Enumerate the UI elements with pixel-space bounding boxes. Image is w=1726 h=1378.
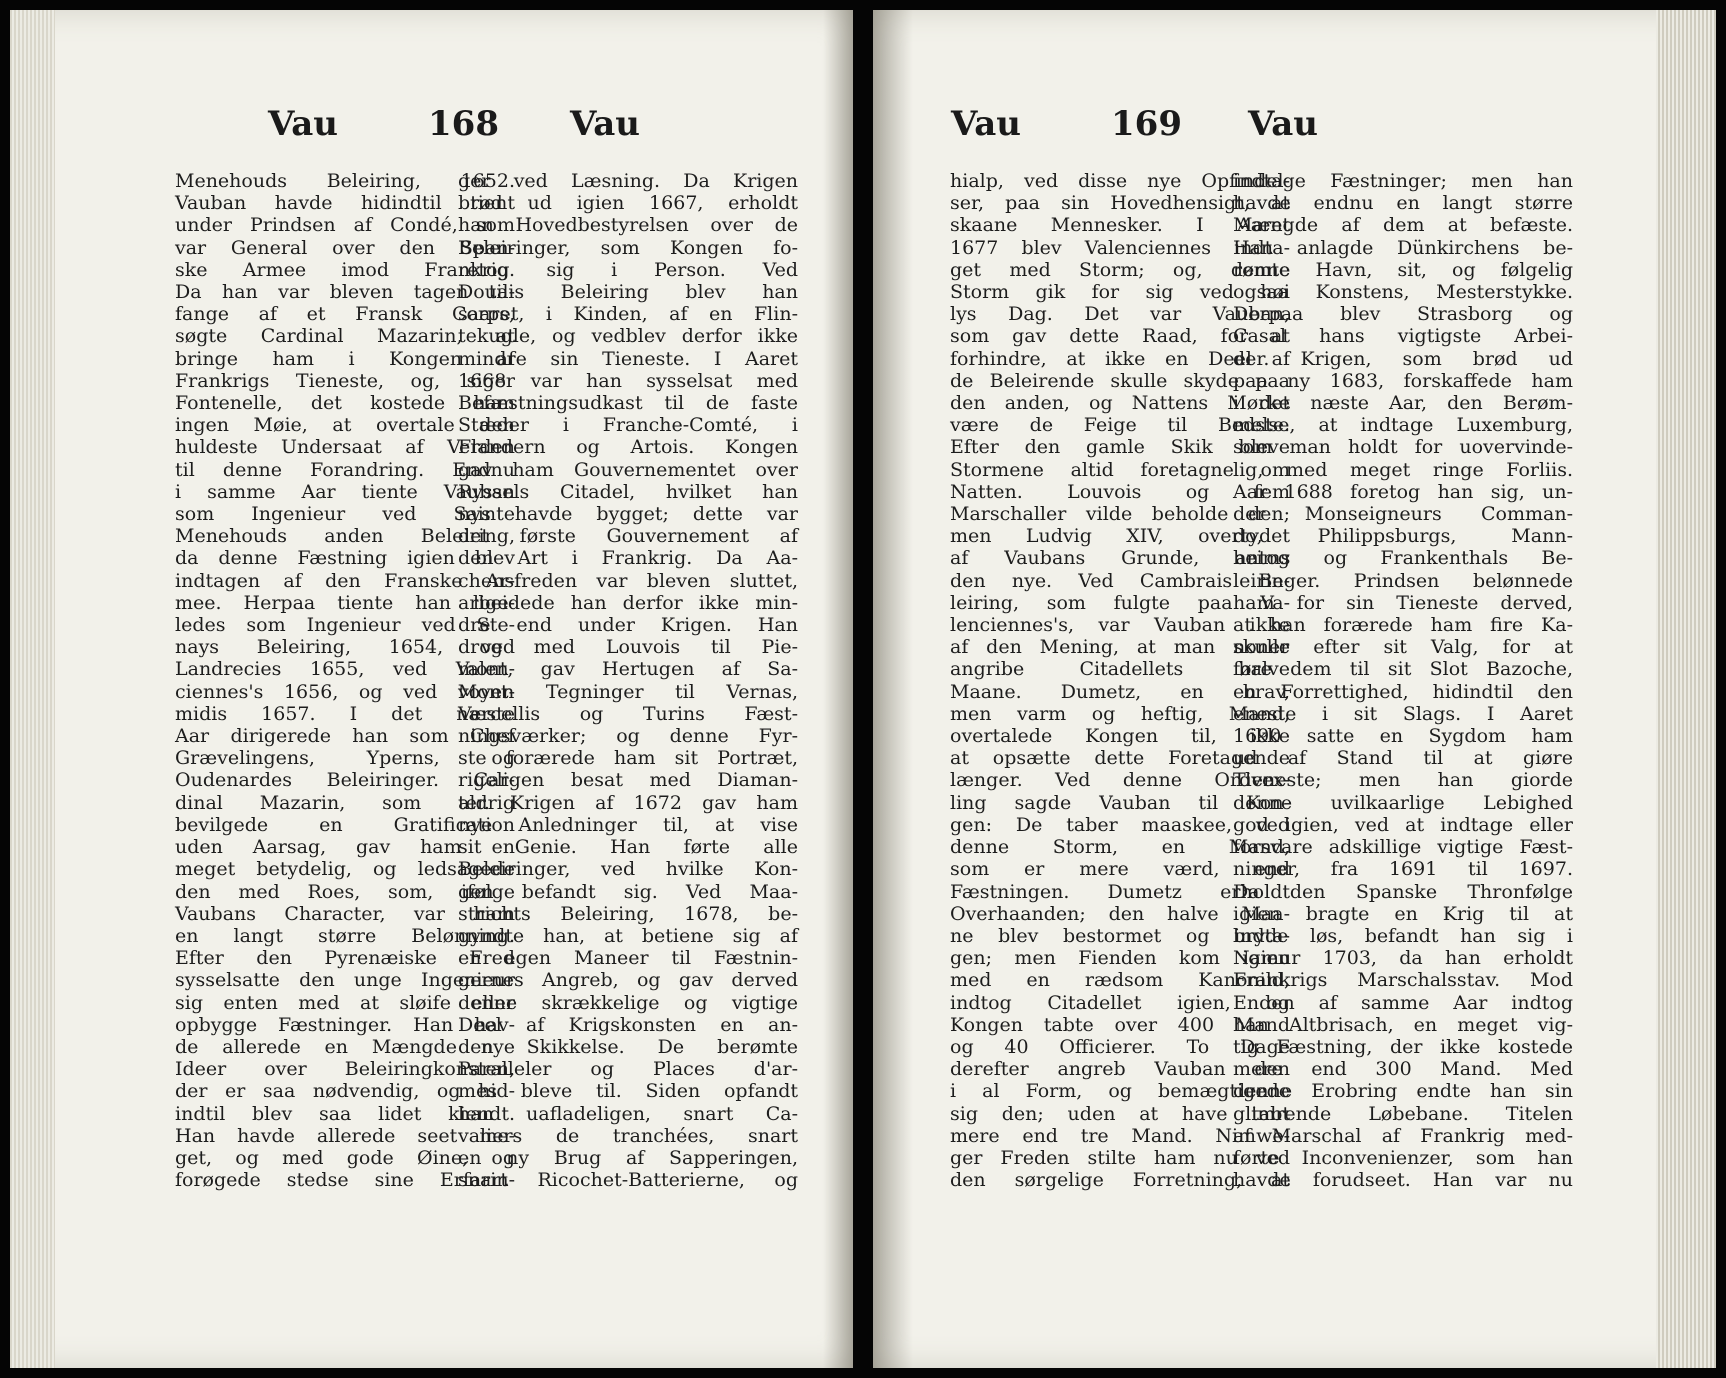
text-line: en ny Brug af Sapperingen, (458, 1146, 798, 1169)
text-line: at opsætte dette Foretagende (950, 747, 1290, 770)
text-line: som gav dette Raad, for at (950, 325, 1290, 348)
text-line: saaret, i Kinden, af en Flin- (458, 303, 798, 326)
text-line: valiers de tranchées, snart (458, 1124, 798, 1147)
text-line: Ryssels Citadel, hvilket han (458, 480, 798, 503)
text-line: ske Armee imod Frankrig. (175, 258, 515, 281)
text-line: men Ludvig XIV, overtydet (950, 525, 1290, 548)
text-line: Vauban havde hidindtil tient (175, 192, 515, 215)
text-line: Menehouds anden Beleiring, (175, 525, 515, 548)
text-line: havde endnu en langt større (1233, 192, 1573, 215)
text-line: indtagen af den Franske Ar- (175, 569, 515, 592)
text-line: nye Anledninger til, at vise (458, 813, 798, 836)
text-line: nys havde bygget; dette var (458, 503, 798, 526)
text-line: Ideer over Beleiringkonsten, (175, 1058, 515, 1081)
text-line: arbeidede han derfor ikke min- (458, 591, 798, 614)
text-line: ud af Stand til at giøre (1233, 747, 1573, 770)
text-line: Grævelingens, Yperns, og (175, 747, 515, 770)
text-line: Efter den gamle Skik bleve (950, 436, 1290, 459)
text-line: længer. Ved denne Ordvex- (950, 769, 1290, 792)
text-line: af den Mening, at man skulle (950, 636, 1290, 659)
text-line: søgte Cardinal Mazarin, at (175, 325, 515, 348)
text-line: Fæstningen. Dumetz erholdt (950, 880, 1290, 903)
text-line: glimrende Løbebane. Titelen (1233, 1102, 1573, 1125)
text-line: en Forrettighed, hidindtil den (1233, 680, 1573, 703)
text-line: Paralleler og Places d'ar- (458, 1058, 798, 1081)
left-page-edges (10, 10, 55, 1368)
text-line: af Marschal af Frankrig med- (1233, 1124, 1573, 1147)
text-line: sig den; uden at have tabt (950, 1102, 1290, 1125)
text-line: ogsaa Konstens, Mesterstykke. (1233, 281, 1573, 304)
right-page-edges (1656, 10, 1716, 1368)
text-line: ningsværker; og denne Fyr- (458, 725, 798, 748)
text-line: ninger, fra 1691 til 1697. (1233, 858, 1573, 881)
text-line: Derpaa blev Strasborg og (1233, 303, 1573, 326)
text-line: Da den Spanske Thronfølge (1233, 880, 1573, 903)
text-line: Marschaller vilde beholde den; (950, 503, 1290, 526)
text-line: drog med Louvois til Pie- (458, 636, 798, 659)
text-line: Casal hans vigtigste Arbei- (1233, 325, 1573, 348)
text-line: rigeligen besat med Diaman- (458, 769, 798, 792)
text-line: retog sig i Person. Ved (458, 258, 798, 281)
text-line: snart Ricochet-Batterierne, og (458, 1169, 798, 1192)
text-line: de Beleirende skulle skyde paa (950, 369, 1290, 392)
text-line: Deel af Krigskonsten en an- (458, 1013, 798, 1036)
text-line: ham for sin Tieneste derved, (1233, 591, 1573, 614)
text-line: Stormene altid foretagne om (950, 458, 1290, 481)
text-line: Douais Beleiring blev han (458, 281, 798, 304)
text-line: Oudenardes Beleiringer. Car- (175, 769, 515, 792)
right-page-gutter-shadow (873, 10, 913, 1368)
right-header-word-right: Vau (1248, 104, 1319, 144)
text-line: angribe Citadellets halve (950, 658, 1290, 681)
right-page (873, 10, 1716, 1368)
text-line: 1690 satte en Sygdom ham (1233, 725, 1573, 748)
text-line: uden Aarsag, gav ham en (175, 836, 515, 859)
text-line: bringe ham i Kongen af (175, 347, 515, 370)
text-line: tig Fæstning, der ikke kostede (1233, 1035, 1573, 1058)
text-line: ter. Krigen af 1672 gav ham (458, 791, 798, 814)
text-line: han Altbrisach, en meget vig- (1233, 1013, 1573, 1036)
text-line: i samme Aar tiente Vauban (175, 480, 515, 503)
text-line: mee. Herpaa tiente han lige- (175, 591, 515, 614)
text-line: melse, at indtage Luxemburg, (1233, 414, 1573, 437)
text-line: mere end tre Mand. Nimwe- (950, 1124, 1290, 1147)
text-line: meget betydelig, og ledsagede (175, 858, 515, 881)
text-line: opbygge Fæstninger. Han hav- (175, 1013, 515, 1036)
text-line: ledes som Ingenieur ved Ste- (175, 614, 515, 637)
text-line: under Prindsen af Condé, som (175, 214, 515, 237)
text-line: noner efter sit Valg, for at (1233, 636, 1573, 659)
text-line: førte Inconvenienzer, som han (1233, 1146, 1573, 1169)
text-line: lig, med meget ringe Forliis. (1233, 458, 1573, 481)
text-line: tekugle, og vedblev derfor ikke (458, 325, 798, 348)
text-line: sig enten med at sløife eller (175, 991, 515, 1014)
text-line: midis 1657. I det næste (175, 702, 515, 725)
text-line: rømte Havn, sit, og følgelig (1233, 258, 1573, 281)
text-line: derefter angreb Vauban den (950, 1058, 1290, 1081)
text-line: en langt større Belønning. (175, 924, 515, 947)
right-page-number: 169 (1111, 104, 1182, 144)
text-line: var General over den Span- (175, 236, 515, 259)
text-line: bevilgede en Gratification (175, 813, 515, 836)
text-line: Han anlagde Dünkirchens be- (1233, 236, 1573, 259)
text-line: lys Dag. Det var Vauban, (950, 303, 1290, 326)
text-line: Maane. Dumetz, en brav, (950, 680, 1290, 703)
text-line: han uafladeligen, snart Ca- (458, 1102, 798, 1125)
text-line: Menehouds Beleiring, 1652. (175, 170, 515, 192)
text-line: brød ud igien 1667, erholdt (458, 192, 798, 215)
text-line: ste forærede ham sit Portræt, (458, 747, 798, 770)
text-line: strichts Beleiring, 1678, be- (458, 902, 798, 925)
text-line: mindre sin Tieneste. I Aaret (458, 347, 798, 370)
text-line: fange af et Fransk Corps, (175, 303, 515, 326)
text-line: Landrecies 1655, ved Valen- (175, 658, 515, 681)
text-line: Frankrigs Marschalsstav. Mod (1233, 969, 1573, 992)
text-line: Natten. Louvois og fem (950, 480, 1290, 503)
text-line: af Vaubans Grunde, antog (950, 547, 1290, 570)
text-line: lenciennes's, var Vauban ikke (950, 614, 1290, 637)
text-line: leiring, som fulgte paa Va- (950, 591, 1290, 614)
text-line: gyndte han, at betiene sig af (458, 924, 798, 947)
text-line: igien bragte en Krig til at (1233, 902, 1573, 925)
text-line: der. Krigen, som brød ud (1233, 347, 1573, 370)
text-line: men varm og heftig, Mand, (950, 702, 1290, 725)
text-line: 1677 blev Valenciennes indta- (950, 236, 1290, 259)
text-line: forhindre, at ikke en Deel af (950, 347, 1290, 370)
text-line: Befæstningsudkast til de faste (458, 392, 798, 415)
text-line: i al Form, og bemægtigede (950, 1080, 1290, 1103)
text-line: denne uvilkaarlige Lebighed (1233, 791, 1573, 814)
text-line: det første Gouvernement af (458, 525, 798, 548)
text-line: mere end 300 Mand. Med (1233, 1058, 1573, 1081)
text-line: Overhaanden; den halve Maa- (950, 902, 1290, 925)
text-line: da denne Fæstning igien blev (175, 547, 515, 570)
text-line: Han havde allerede seet me- (175, 1124, 515, 1147)
text-line: ger ved Læsning. Da Krigen (458, 170, 798, 192)
text-line: den Art i Frankrig. Da Aa- (458, 547, 798, 570)
text-line: Stæder i Franche-Comté, i (458, 414, 798, 437)
text-line: huldeste Undersaat af Verden (175, 436, 515, 459)
text-line: skaane Mennesker. I Aaret (950, 214, 1290, 237)
text-line: ne blev bestormet og indta- (950, 924, 1290, 947)
left-header-word-left: Vau (268, 104, 339, 144)
left-page (10, 10, 853, 1368)
text-line: han Hovedbestyrelsen over de (458, 214, 798, 237)
left-page-gutter-shadow (823, 10, 853, 1368)
text-line: Aar dirigerede han som Chef (175, 725, 515, 748)
text-line: voyen Tegninger til Vernas, (458, 680, 798, 703)
right-page-column-2 (1233, 170, 1573, 1191)
text-line: Enden af samme Aar indtog (1233, 991, 1573, 1014)
text-line: do, Philippsburgs, Mann- (1233, 525, 1573, 548)
text-line: denne skrækkelige og vigtige (458, 991, 798, 1014)
text-line: gen befandt sig. Ved Maa- (458, 880, 798, 903)
text-line: i det næste Aar, den Berøm- (1233, 392, 1573, 415)
left-page-number: 168 (428, 104, 499, 144)
text-line: der er saa nødvendig, og hid- (175, 1080, 515, 1103)
text-line: denne Storm, en Mand, (950, 836, 1290, 859)
text-line: være de Feige til Bedste. (950, 414, 1290, 437)
text-line: som er mere værd, end (950, 858, 1290, 881)
text-line: med en rædsom Kanonild, (950, 969, 1290, 992)
text-line: den anden, og Nattens Mørke (950, 392, 1290, 415)
text-line: nays Beleiring, 1654, ved (175, 636, 515, 659)
text-line: get med Storm; og, denne (950, 258, 1290, 281)
text-line: Efter den Pyrenæiske Fred (175, 947, 515, 970)
text-line: de allerede en Mængde nye (175, 1035, 515, 1058)
text-line: overtalede Kongen til, ikke (950, 725, 1290, 748)
text-line: ling sagde Vauban til Kon- (950, 791, 1290, 814)
text-line: at han forærede ham fire Ka- (1233, 614, 1573, 637)
text-line: sysselsatte den unge Ingenieur (175, 969, 515, 992)
text-line: gen; men Fienden kom igien (950, 947, 1290, 970)
left-page-column-2 (458, 170, 798, 1191)
text-line: eneste i sit Slags. I Aaret (1233, 702, 1573, 725)
text-line: Storm gik for sig ved høi (950, 281, 1290, 304)
text-line: Beleiringer, som Kongen fo- (458, 236, 798, 259)
text-line: gernes Angreb, og gav derved (458, 969, 798, 992)
text-line: Frankrigs Tieneste, og, siger (175, 369, 515, 392)
text-line: bryde løs, befandt han sig i (1233, 924, 1573, 947)
text-line: ser, paa sin Hovedhensigt, at (950, 192, 1290, 215)
text-line: til denne Forandring. Endnu (175, 458, 515, 481)
text-line: den sørgelige Forretning, at (950, 1169, 1290, 1192)
text-line: den med Roes, som, ifølge (175, 880, 515, 903)
text-line: indtil blev saa lidet kiendt. (175, 1102, 515, 1125)
text-line: Aar 1688 foretog han sig, un- (1233, 480, 1573, 503)
text-line: Mængde af dem at befæste. (1233, 214, 1573, 237)
text-line: Namur 1703, da han erholdt (1233, 947, 1573, 970)
text-line: heims og Frankenthals Be- (1233, 547, 1573, 570)
text-line: som Ingenieur ved Sainte (175, 503, 515, 526)
text-line: indtage Fæstninger; men han (1233, 170, 1573, 192)
text-line: chensfreden var bleven sluttet, (458, 569, 798, 592)
text-line: forsvare adskillige vigtige Fæst- (1233, 836, 1573, 859)
text-line: ger Freden stilte ham nu ved (950, 1146, 1290, 1169)
text-line: Fontenelle, det kostede ham (175, 392, 515, 415)
text-line: føre dem til sit Slot Bazoche, (1233, 658, 1573, 681)
text-line: god igien, ved at indtage eller (1233, 813, 1573, 836)
text-line: Da han var bleven tagen til- (175, 281, 515, 304)
text-line: forøgede stedse sine Erfarin- (175, 1169, 515, 1192)
text-line: havde forudseet. Han var nu (1233, 1169, 1573, 1192)
text-line: hialp, ved disse nye Opfindel- (950, 170, 1290, 192)
text-line: Kongen tabte over 400 Mand (950, 1013, 1290, 1036)
right-header-word-left: Vau (951, 104, 1022, 144)
text-line: og 40 Officierer. To Dage (950, 1035, 1290, 1058)
text-line: der Monseigneurs Comman- (1233, 503, 1573, 526)
text-line: den Skikkelse. De berømte (458, 1035, 798, 1058)
text-line: dinal Mazarin, som aldrig (175, 791, 515, 814)
text-line: leiringer. Prindsen belønnede (1233, 569, 1573, 592)
text-line: en egen Maneer til Fæstnin- (458, 947, 798, 970)
text-line: mont, gav Hertugen af Sa- (458, 658, 798, 681)
text-line: 1668 var han sysselsat med (458, 369, 798, 392)
text-line: indtog Citadellet igien, og (950, 991, 1290, 1014)
text-line: som man holdt for uovervinde- (1233, 436, 1573, 459)
text-line: Flandern og Artois. Kongen (458, 436, 798, 459)
text-line: Tieneste; men han giorde (1233, 769, 1573, 792)
text-line: gen: De taber maaskee, ved (950, 813, 1290, 836)
text-line: ingen Møie, at overtale den (175, 414, 515, 437)
text-line: gav ham Gouvernementet over (458, 458, 798, 481)
text-line: paa ny 1683, forskaffede ham (1233, 369, 1573, 392)
text-line: Vercellis og Turins Fæst- (458, 702, 798, 725)
text-line: Beleiringer, ved hvilke Kon- (458, 858, 798, 881)
text-line: ciennes's 1656, og ved Mont- (175, 680, 515, 703)
left-header-word-right: Vau (570, 104, 641, 144)
text-line: den nye. Ved Cambrais Be- (950, 569, 1290, 592)
text-line: denne Erobring endte han sin (1233, 1080, 1573, 1103)
text-line: mes bleve til. Siden opfandt (458, 1080, 798, 1103)
text-line: Vaubans Character, var ham (175, 902, 515, 925)
text-line: dre end under Krigen. Han (458, 614, 798, 637)
text-line: get, og med gode Øine, og (175, 1146, 515, 1169)
text-line: sit Genie. Han førte alle (458, 836, 798, 859)
